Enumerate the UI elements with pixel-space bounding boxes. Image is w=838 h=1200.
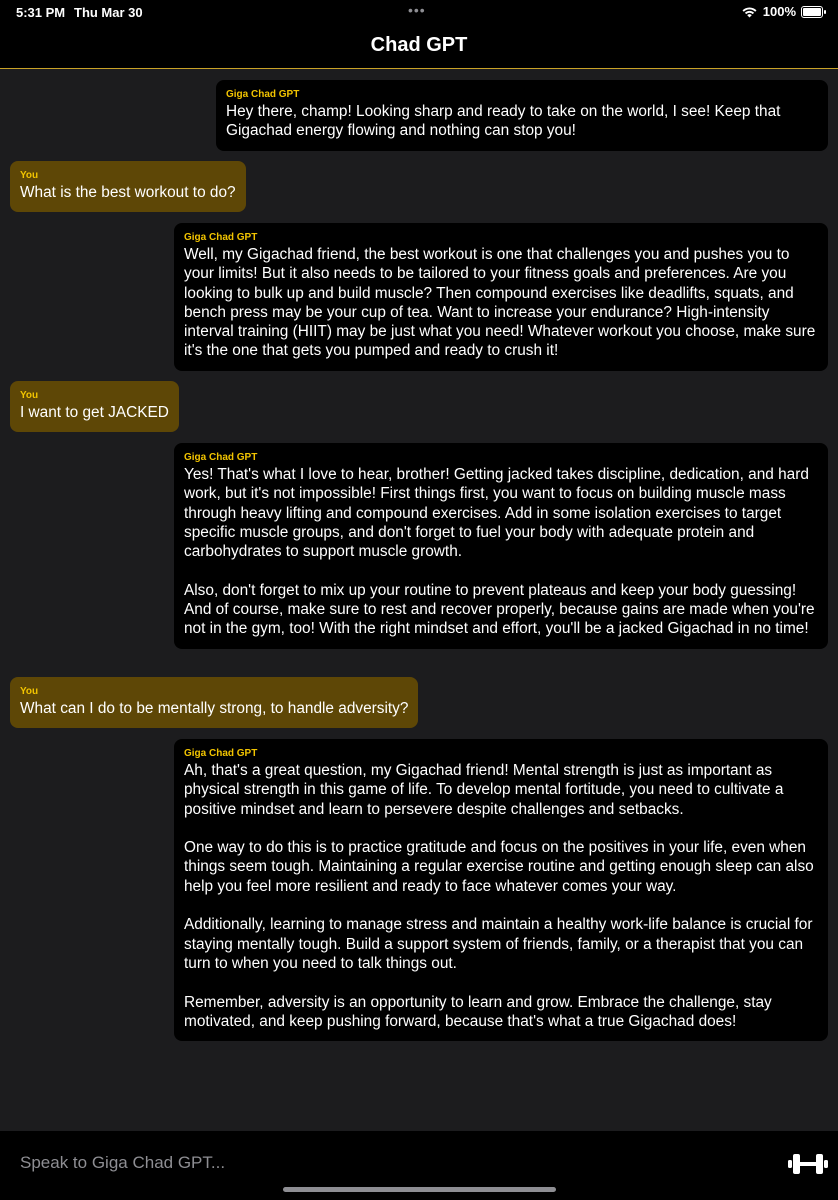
- message-paragraph: I want to get JACKED: [20, 404, 169, 421]
- wifi-icon: [741, 6, 758, 18]
- message-paragraph: What can I do to be mentally strong, to handle adversity?: [20, 700, 409, 717]
- sender-label: You: [20, 170, 39, 181]
- bot-message: [174, 739, 828, 1041]
- home-indicator[interactable]: [283, 1187, 556, 1192]
- battery-percentage: 100%: [762, 4, 796, 19]
- message-text: [184, 465, 818, 639]
- sender-label: Giga Chad GPT: [184, 748, 258, 759]
- message-text: [20, 699, 408, 718]
- message-text: [226, 102, 818, 141]
- bot-message: [216, 80, 828, 151]
- sender-label: Giga Chad GPT: [184, 452, 258, 463]
- user-message: [10, 677, 418, 728]
- message-paragraph: Remember, adversity is an opportunity to learn and grow. Embrace the challenge, stay motivated, and keep pushing forward, because that's what a true Gigachad does!: [184, 993, 772, 1030]
- message-paragraph: Hey there, champ! Looking sharp and ready to take on the world, I see! Keep that Gigachad energy flowing and nothing can stop you!: [226, 103, 781, 140]
- message-paragraph: Well, my Gigachad friend, the best workout is one that challenges you and pushes you to your limits! But it also needs to be tailored to your fitness goals and preferences. Are you looking to bulk up and build muscle? Then compound exercises like deadlifts, squats, and bench press may be your cup of tea. Want to increase your endurance? High-intensity interval training (HIIT) may be just what you need! Whatever workout you choose, make sure it's the one that gets you pumped and ready to crush it!: [184, 246, 816, 360]
- message-text: [184, 761, 818, 1031]
- message-text: [20, 183, 236, 202]
- dumbbell-icon[interactable]: [788, 1151, 828, 1177]
- battery-icon: [801, 6, 826, 18]
- user-message: [10, 161, 246, 212]
- page-title: Chad GPT: [370, 34, 468, 56]
- sender-label: Giga Chad GPT: [226, 89, 300, 100]
- status-indicators: [741, 4, 826, 19]
- sender-label: You: [20, 686, 39, 697]
- bot-message: [174, 223, 828, 371]
- user-message: [10, 381, 179, 432]
- message-input[interactable]: Speak to Giga Chad GPT...: [20, 1153, 226, 1172]
- sender-label: You: [20, 390, 39, 401]
- sender-label: Giga Chad GPT: [184, 232, 258, 243]
- message-text: [20, 403, 169, 422]
- message-paragraph: Additionally, learning to manage stress and maintain a healthy work-life balance is crucial for staying mentally tough. Build a support system of friends, family, or a therapist that you can turn to when you need to talk things out.: [184, 916, 813, 972]
- message-text: [184, 245, 818, 361]
- message-paragraph: One way to do this is to practice gratitude and focus on the positives in your life, even when things seem tough. Maintaining a regular exercise routine and getting enough sleep can also help you feel more resilient and ready to face whatever comes your way.: [184, 839, 814, 895]
- multitasking-dots-icon[interactable]: •••: [408, 2, 426, 18]
- bot-message: [174, 443, 828, 649]
- message-paragraph: What is the best workout to do?: [20, 184, 236, 201]
- chat-thread[interactable]: [0, 70, 838, 1131]
- message-paragraph: Ah, that's a great question, my Gigachad friend! Mental strength is just as important as physical strength in this game of life. To develop mental fortitude, you need to cultivate a positive mindset and learn to persevere despite challenges and setbacks.: [184, 762, 784, 818]
- message-paragraph: Also, don't forget to mix up your routine to prevent plateaus and keep your body guessing! And of course, make sure to rest and recover properly, because gains are made when you're not in the gym, too! With the right mindset and effort, you'll be a jacked Gigachad in no time!: [184, 581, 815, 638]
- status-date: Thu Mar 30: [74, 5, 143, 20]
- top-bar: [0, 0, 838, 69]
- status-time: 5:31 PM: [16, 5, 66, 20]
- message-paragraph: Yes! That's what I love to hear, brother! Getting jacked takes discipline, dedication, and hard work, but it's not impossible! First things first, you want to focus on building muscle mass through heavy lifting and compound exercises. Add in some isolation exercises to target specific muscle groups, and don't forget to fuel your body with adequate protein and carbohydrates to support muscle growth.: [184, 466, 809, 561]
